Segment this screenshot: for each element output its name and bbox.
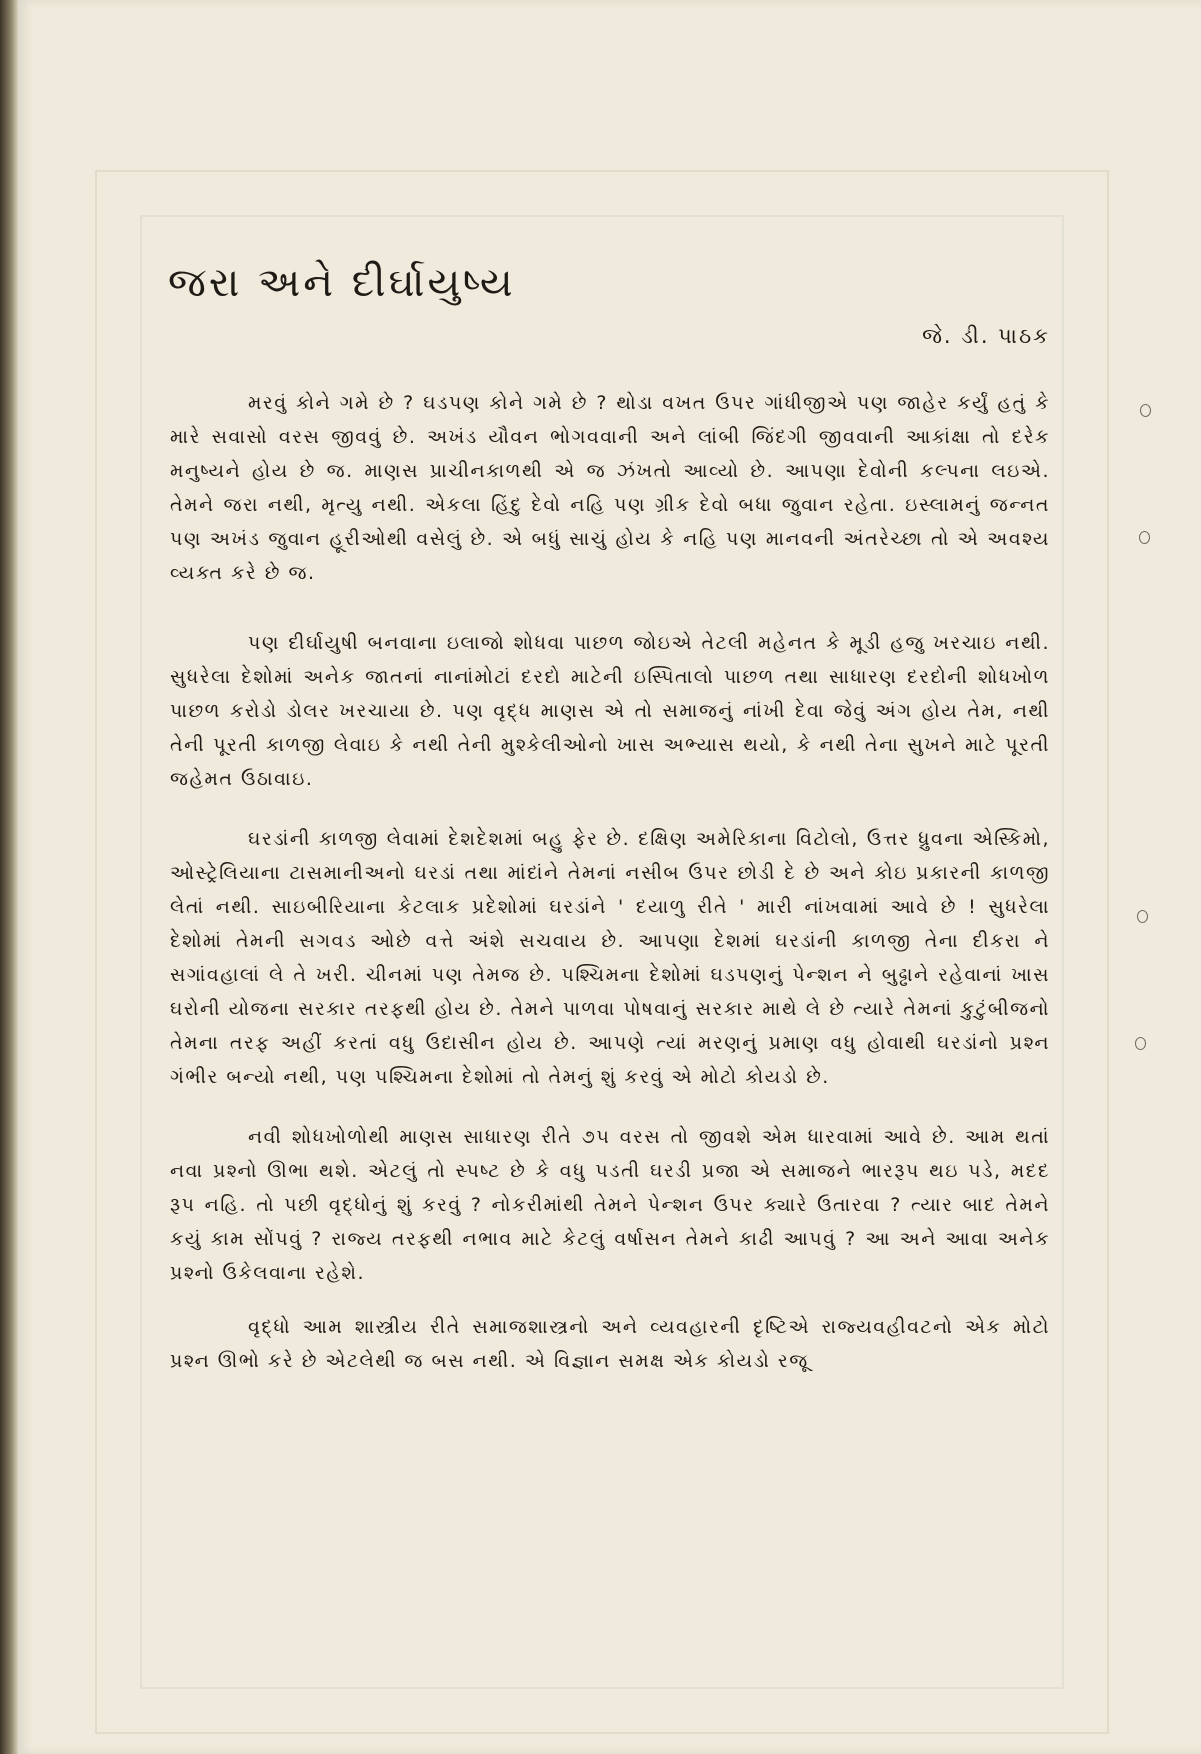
page-binding-edge [0, 0, 18, 1754]
article-body [170, 386, 1050, 1400]
punch-hole-mark [1135, 1037, 1146, 1050]
paragraph: ઘરડાંની કાળજી લેવામાં દેશદેશમાં બહુ ફેર છે. દક્ષિણ અમેરિકાના વિટોલો, ઉત્તર ધ્રુવના એસ્કિમો, ઓસ્ટ્રેલિયાના ટાસમાનીઅનો ઘરડાં તથા માંદાંને તેમનાં નસીબ ઉપર છોડી દે છે અને કોઇ પ્રકારની કાળજી લેતાં નથી. સાઇબીરિયાના કેટલાક પ્રદેશોમાં ઘરડાંને ' દયાળુ રીતે ' મારી નાંખવામાં આવે છે ! સુધરેલા દેશોમાં તેમની સગવડ ઓછે વત્તે અંશે સચવાય છે. આપણા દેશમાં ઘરડાંની કાળજી તેના દીકરા ને સગાંવહાલાં લે તે ખરી. ચીનમાં પણ તેમજ છે. પશ્ચિમના દેશોમાં ઘડપણનું પેન્શન ને બુઢ્ઢાને રહેવાનાં ખાસ ઘરોની યોજના સરકાર તરફથી હોય છે. તેમને પાળવા પોષવાનું સરકાર માથે લે છે ત્યારે તેમનાં કુટુંબીજનો તેમના તરફ અહીં કરતાં વધુ ઉદાસીન હોય છે. આપણે ત્યાં મરણનું પ્રમાણ વધુ હોવાથી ઘરડાંનો પ્રશ્ન ગંભીર બન્યો નથી, પણ પશ્ચિમના દેશોમાં તો તેમનું શું કરવું એ મોટો કોયડો છે. [170, 828, 1050, 1088]
punch-hole-mark [1137, 910, 1148, 923]
article-title: જરા અને દીર્ઘાયુષ્ય [168, 260, 516, 306]
paragraph: પણ દીર્ઘાયુષી બનવાના ઇલાજો શોધવા પાછળ જોઇએ તેટલી મહેનત કે મૂડી હજુ ખરચાઇ નથી. સુધરેલા દેશોમાં અનેક જાતનાં નાનાંમોટાં દરદો માટેની ઇસ્પિતાલો પાછળ તથા સાધારણ દરદોની શોધખોળ પાછળ કરોડો ડોલર ખરચાયા છે. પણ વૃદ્ધ માણસ એ તો સમાજનું નાંખી દેવા જેવું અંગ હોય તેમ, નથી તેની પૂરતી કાળજી લેવાઇ કે નથી તેની મુશ્કેલીઓનો ખાસ અભ્યાસ થયો, કે નથી તેના સુખને માટે પૂરતી જહેમત ઉઠાવાઇ. [170, 632, 1050, 790]
punch-hole-mark [1140, 404, 1151, 417]
punch-hole-mark [1139, 531, 1150, 544]
paragraph: નવી શોધખોળોથી માણસ સાધારણ રીતે ૭૫ વરસ તો જીવશે એમ ધારવામાં આવે છે. આમ થતાં નવા પ્રશ્નો ઊભા થશે. એટલું તો સ્પષ્ટ છે કે વધુ પડતી ઘરડી પ્રજા એ સમાજને ભારરૂપ થઇ પડે, મદદ રૂપ નહિ. તો પછી વૃદ્ધોનું શું કરવું ? નોકરીમાંથી તેમને પેન્શન ઉપર ક્યારે ઉતારવા ? ત્યાર બાદ તેમને કયું કામ સોંપવું ? રાજ્ય તરફથી નભાવ માટે કેટલું વર્ષાસન તેમને કાઢી આપવું ? આ અને આવા અનેક પ્રશ્નો ઉકેલવાના રહેશે. [170, 1126, 1050, 1284]
paragraph: મરવું કોને ગમે છે ? ઘડપણ કોને ગમે છે ? થોડા વખત ઉપર ગાંધીજીએ પણ જાહેર કર્યું હતું કે મારે સવાસો વરસ જીવવું છે. અખંડ યૌવન ભોગવવાની અને લાંબી જિંદગી જીવવાની આકાંક્ષા તો દરેક મનુષ્યને હોય છે જ. માણસ પ્રાચીનકાળથી એ જ ઝંખતો આવ્યો છે. આપણા દેવોની કલ્પના લઇએ. તેમને જરા નથી, મૃત્યુ નથી. એકલા હિંદુ દેવો નહિ પણ ગ્રીક દેવો બધા જુવાન રહેતા. ઇસ્લામનું જન્નત પણ અખંડ જુવાન હૂરીઓથી વસેલું છે. એ બધું સાચું હોય કે નહિ પણ માનવની અંતરેચ્છા તો એ અવશ્ય વ્યક્ત કરે છે જ. [170, 392, 1050, 584]
paragraph: વૃદ્ધો આમ શાસ્ત્રીય રીતે સમાજશાસ્ત્રનો અને વ્યવહારની દૃષ્ટિએ રાજ્યવહીવટનો એક મોટો પ્રશ્ન ઊભો કરે છે એટલેથી જ બસ નથી. એ વિજ્ઞાન સમક્ષ એક કોયડો રજૂ [170, 1316, 1050, 1372]
article-author: જે. ડી. પાઠક [922, 324, 1050, 348]
